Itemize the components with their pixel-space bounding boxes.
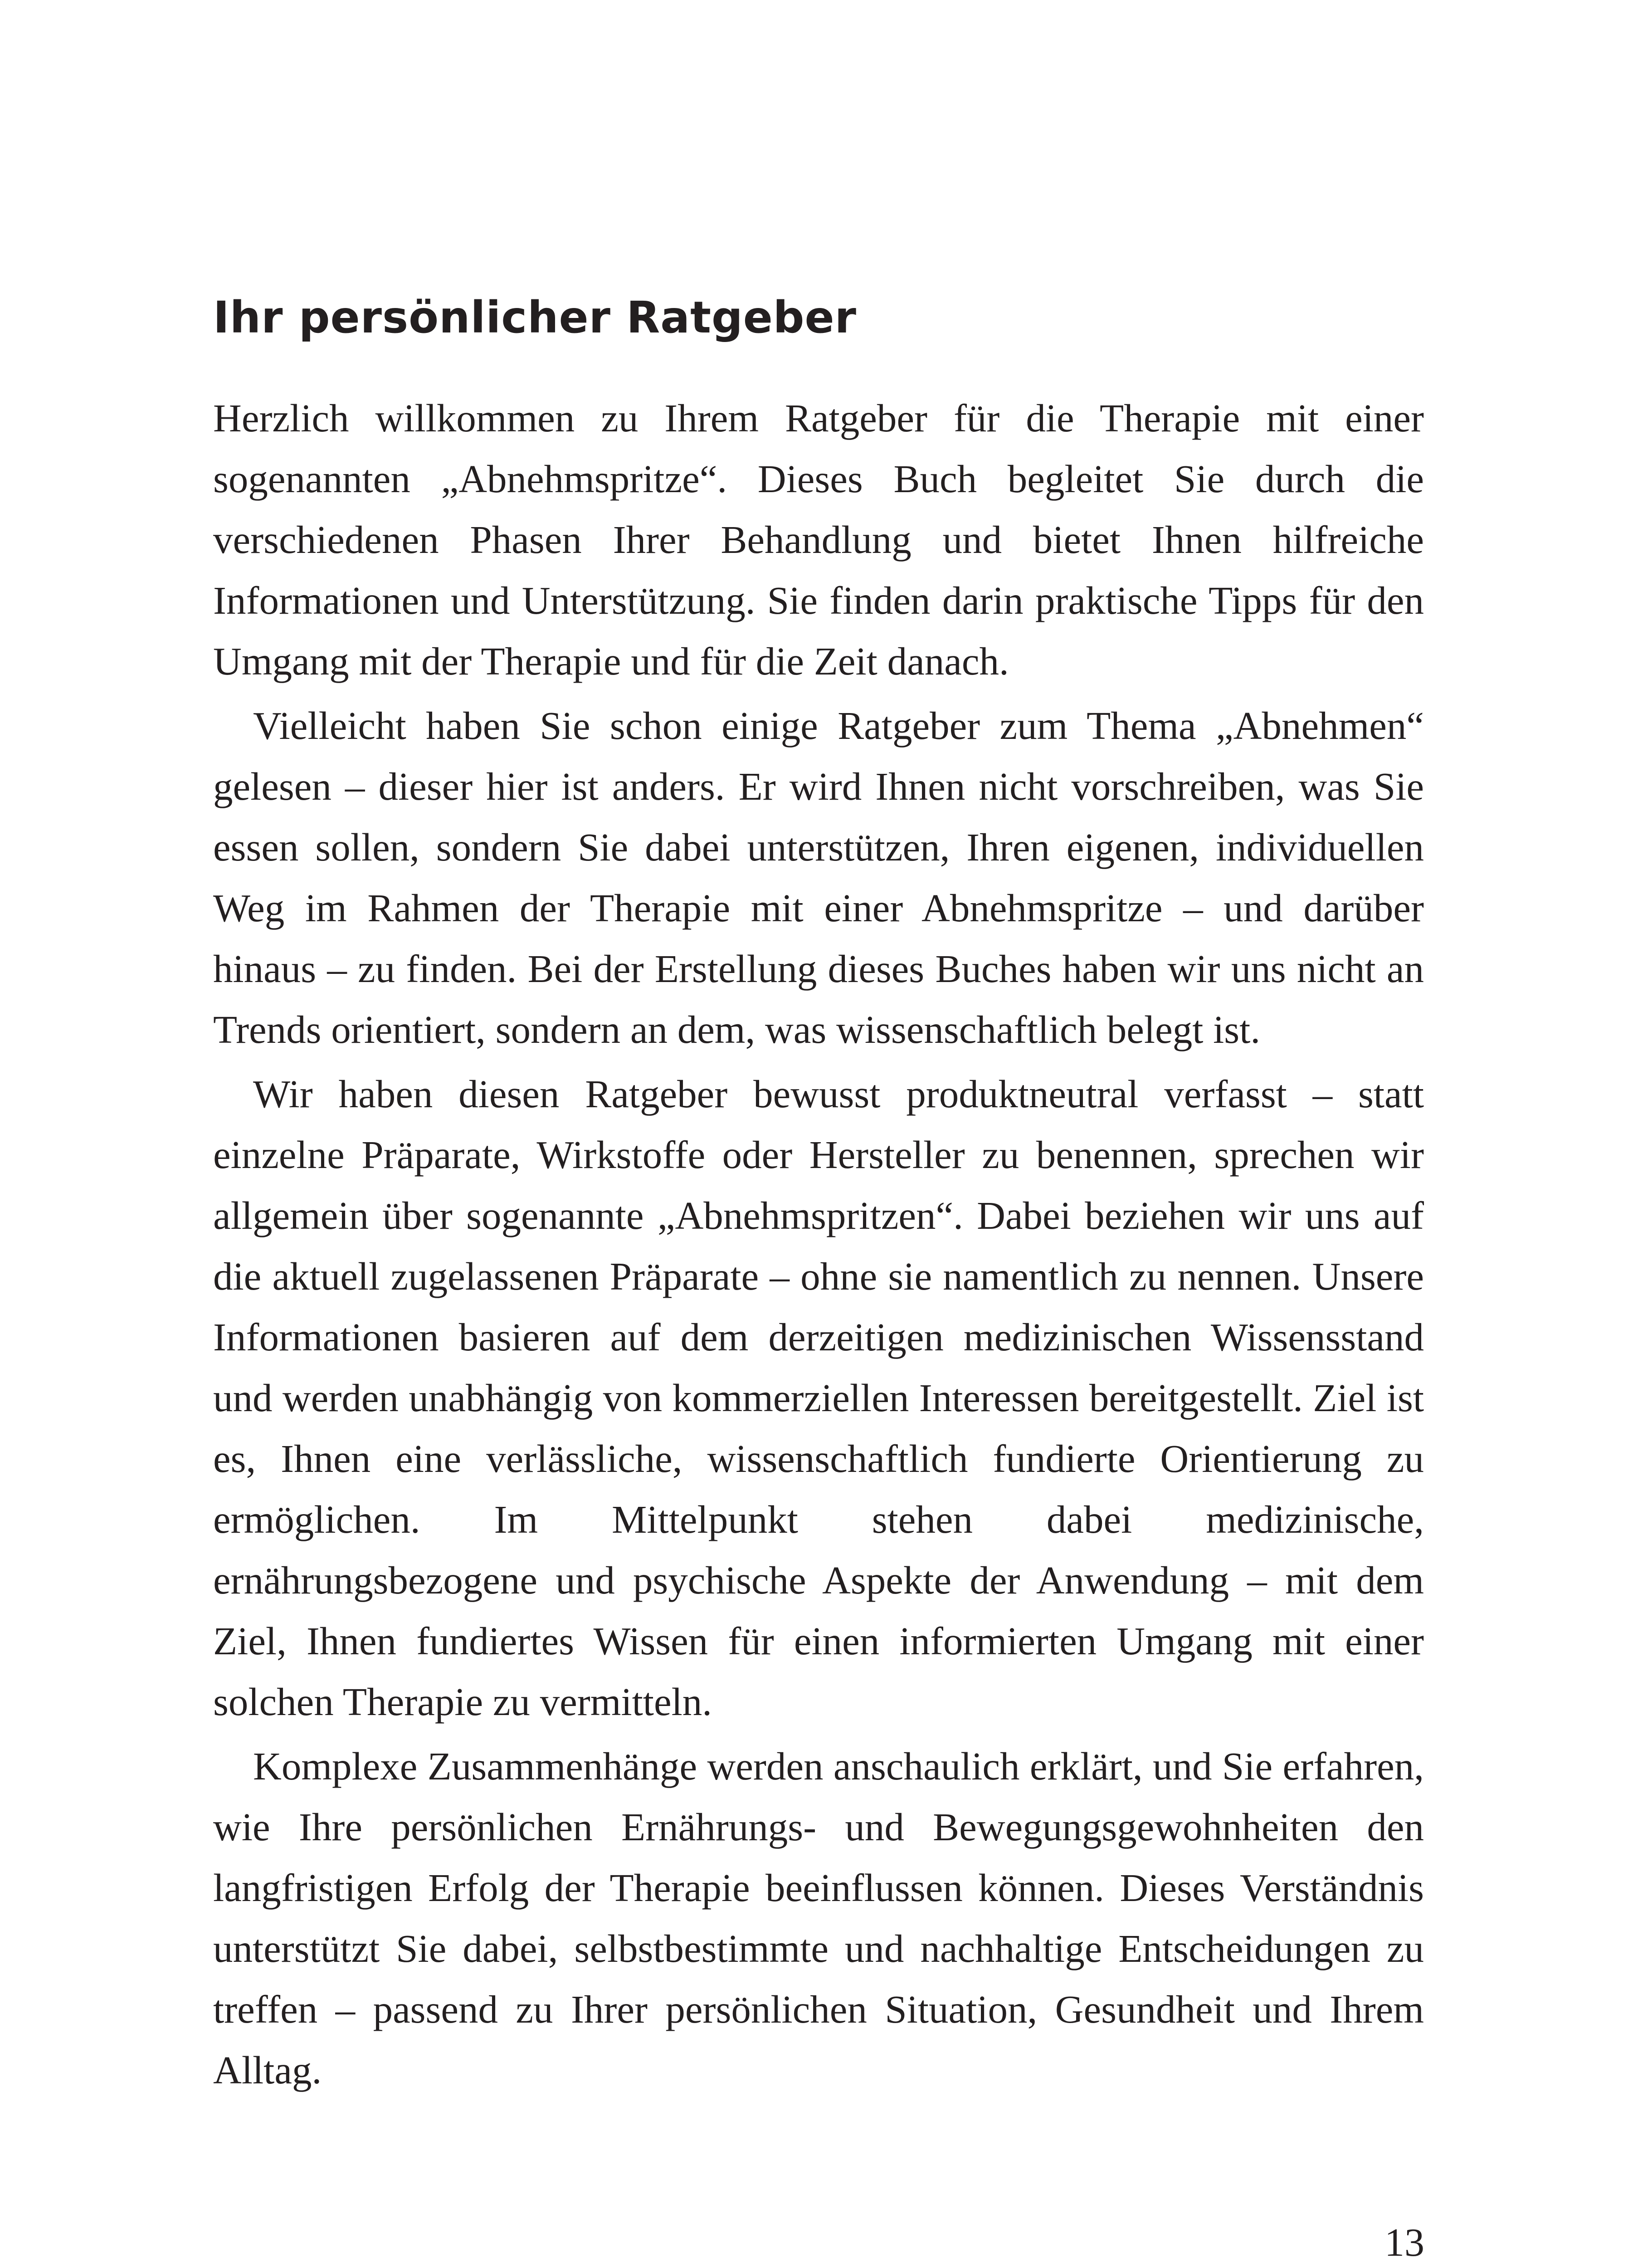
- page-number: 13: [1384, 2221, 1424, 2265]
- paragraph-1: Herzlich willkommen zu Ihrem Ratgeber für die Therapie mit einer sogenannten „Abnehmspritze“. Dieses Buch begleitet Sie durch die verschiedenen Phasen Ihrer Behandlung und bietet Ihnen hilfreiche Informationen und Unterstützung. Sie finden darin praktische Tipps für den Umgang mit der Therapie und für die Zeit danach.: [213, 396, 1424, 683]
- section-heading: Ihr persönlicher Ratgeber: [213, 292, 857, 343]
- paragraph-3: Wir haben diesen Ratgeber bewusst produktneutral verfasst – statt einzelne Präparate, Wirkstoffe oder Hersteller zu benennen, sprechen wir allgemein über sogenannte „Abnehmspritzen“. Dabei beziehen wir uns auf die aktuell zugelassenen Präparate – ohne sie namentlich zu nennen. Unsere Informationen basieren auf dem derzeitigen medizinischen Wissensstand und werden unabhängig von kommerziellen Interessen bereitgestellt. Ziel ist es, Ihnen eine verlässliche, wissenschaftlich fundierte Orientierung zu ermöglichen. Im Mittelpunkt stehen dabei medizinische, ernährungsbezogene und psychische Aspekte der Anwendung – mit dem Ziel, Ihnen fundiertes Wissen für einen informierten Umgang mit einer solchen Therapie zu vermitteln.: [213, 1072, 1424, 1724]
- paragraph-4: Komplexe Zusammenhänge werden anschaulich erklärt, und Sie erfahren, wie Ihre persönlichen Ernährungs- und Bewegungsgewohnheiten den langfristigen Erfolg der Therapie beeinflussen können. Dieses Verständnis unterstützt Sie dabei, selbstbestimmte und nachhaltige Entscheidungen zu treffen – passend zu Ihrer persönlichen Situation, Gesundheit und Ihrem Alltag.: [213, 1744, 1424, 2092]
- paragraph-2: Vielleicht haben Sie schon einige Ratgeber zum Thema „Abnehmen“ gelesen – dieser hier ist anders. Er wird Ihnen nicht vorschreiben, was Sie essen sollen, sondern Sie dabei unterstützen, Ihren eigenen, individuellen Weg im Rahmen der Therapie mit einer Abnehmspritze – und darüber hinaus – zu finden. Bei der Erstellung dieses Buches haben wir uns nicht an Trends orientiert, sondern an dem, was wissenschaftlich belegt ist.: [213, 704, 1424, 1051]
- body-text: [213, 388, 1424, 2101]
